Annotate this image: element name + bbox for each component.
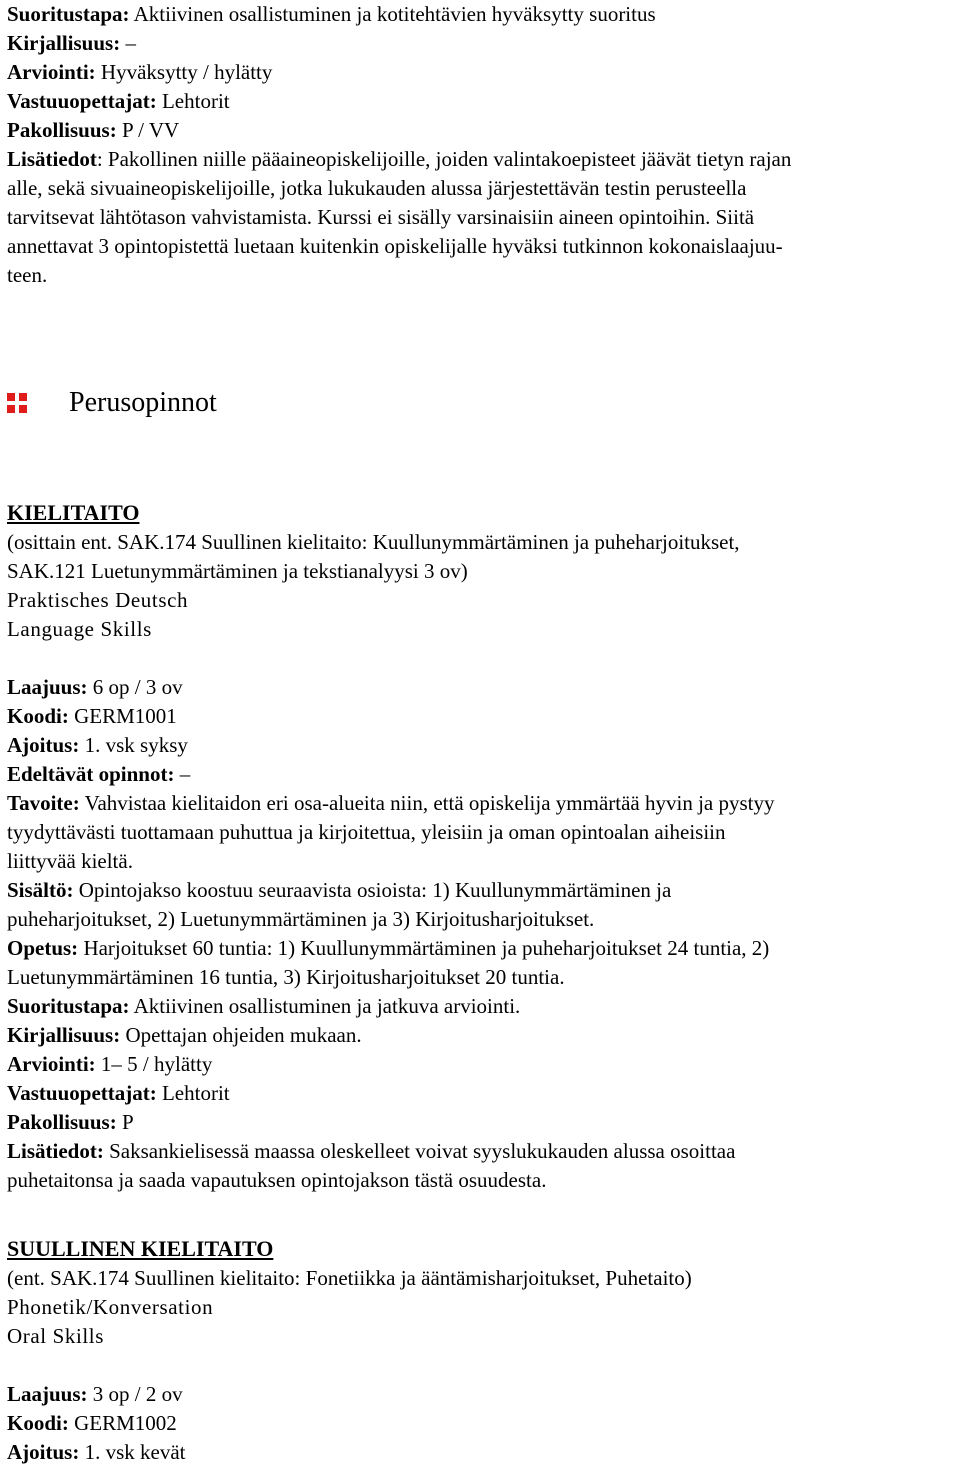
german-name: Praktisches Deutsch [7, 588, 189, 612]
pakollisuus-line [7, 116, 957, 145]
field-label: Lisätiedot: [7, 1139, 104, 1163]
field-label: Laajuus: [7, 1382, 88, 1406]
field-value: GERM1001 [68, 704, 177, 728]
field-value: GERM1002 [68, 1411, 177, 1435]
field-label: Arviointi: [7, 1052, 96, 1076]
field-label: Laajuus: [7, 675, 88, 699]
opetus-line: Luetunymmärtäminen 16 tuntia, 3) Kirjoitusharjoitukset 20 tuntia. [7, 965, 565, 989]
spacer [7, 644, 957, 673]
field-value: Saksankielisessä maassa oleskelleet voivat syyslukukauden alussa osoittaa [103, 1139, 736, 1163]
field-label: Koodi: [7, 704, 69, 728]
field-value: – [174, 762, 191, 786]
field-value: 3 op / 2 ov [87, 1382, 183, 1406]
koodi-line [7, 702, 957, 731]
ajoitus-line [7, 731, 957, 760]
field-value: Harjoitukset 60 tuntia: 1) Kuullunymmärtäminen ja puheharjoitukset 24 tuntia, 2) [78, 936, 770, 960]
kirjallisuus-line [7, 29, 957, 58]
field-value: : Pakollinen niille pääaineopiskelijoille, joiden valintakoepisteet jäävät tietyn rajan [96, 147, 792, 171]
field-label: Pakollisuus: [7, 118, 117, 142]
arviointi-line [7, 1050, 957, 1079]
lisatiedot-line: alle, sekä sivuaineopiskelijoille, jotka lukukauden alussa järjestettävän testin perusteella [7, 176, 747, 200]
tavoite-line: liittyvää kieltä. [7, 849, 133, 873]
field-label: Kirjallisuus: [7, 31, 121, 55]
ajoitus-line [7, 1438, 957, 1467]
opetus-line [7, 934, 957, 963]
lisatiedot-line: annettavat 3 opintopistettä luetaan kuitenkin opiskelijalle hyväksi tutkinnon kokonaislaajuu- [7, 234, 783, 258]
vastuuopettajat-line [7, 1079, 957, 1108]
pakollisuus-line [7, 1108, 957, 1137]
field-label: Kirjallisuus: [7, 1023, 121, 1047]
field-label: Suoritustapa: [7, 994, 130, 1018]
field-value: 1– 5 / hylätty [95, 1052, 213, 1076]
course-kielitaito [7, 498, 957, 1195]
field-label: Ajoitus: [7, 733, 80, 757]
field-value: Hyväksytty / hylätty [95, 60, 273, 84]
field-label: Edeltävät opinnot: [7, 762, 175, 786]
field-value: Aktiivinen osallistuminen ja kotitehtävien hyväksytty suoritus [129, 2, 656, 26]
course-title: SUULLINEN KIELITAITO [7, 1236, 274, 1261]
german-name: Phonetik/Konversation [7, 1295, 214, 1319]
spacer [7, 1351, 957, 1380]
field-value: 1. vsk syksy [79, 733, 188, 757]
sisalto-line: puheharjoitukset, 2) Luetunymmärtäminen ja 3) Kirjoitusharjoitukset. [7, 907, 595, 931]
previous-course-details [7, 0, 957, 290]
course-title: KIELITAITO [7, 500, 140, 525]
suoritustapa-line [7, 992, 957, 1021]
field-label: Suoritustapa: [7, 2, 130, 26]
field-value: Lehtorit [156, 89, 230, 113]
lisatiedot-line: teen. [7, 263, 48, 287]
koodi-line [7, 1409, 957, 1438]
field-value: P / VV [116, 118, 180, 142]
field-label: Opetus: [7, 936, 79, 960]
lisatiedot-line [7, 1137, 957, 1166]
former-course-line: (osittain ent. SAK.174 Suullinen kielitaito: Kuullunymmärtäminen ja puheharjoitukset, [7, 530, 740, 554]
section-heading [7, 386, 217, 420]
english-name: Oral Skills [7, 1324, 105, 1348]
course-suullinen-kielitaito [7, 1234, 957, 1467]
field-value: – [120, 31, 136, 55]
field-value: Lehtorit [156, 1081, 230, 1105]
arviointi-line [7, 58, 957, 87]
field-value: 1. vsk kevät [79, 1440, 186, 1464]
laajuus-line [7, 1380, 957, 1409]
tavoite-line: tyydyttävästi tuottamaan puhuttua ja kirjoitettua, yleisiin ja oman opintoalan aiheisiin [7, 820, 726, 844]
field-label: Arviointi: [7, 60, 96, 84]
field-label: Koodi: [7, 1411, 69, 1435]
section-title: Perusopinnot [69, 387, 217, 418]
field-value: Aktiivinen osallistuminen ja jatkuva arviointi. [129, 994, 521, 1018]
tavoite-line [7, 789, 957, 818]
laajuus-line [7, 673, 957, 702]
lisatiedot-line [7, 145, 957, 174]
field-label: Tavoite: [7, 791, 80, 815]
field-value: Opettajan ohjeiden mukaan. [120, 1023, 362, 1047]
lisatiedot-line: tarvitsevat lähtötason vahvistamista. Kurssi ei sisälly varsinaisiin aineen opintoihin. Siitä [7, 205, 755, 229]
suoritustapa-line [7, 0, 957, 29]
edeltavat-line [7, 760, 957, 789]
former-course-line: SAK.121 Luetunymmärtäminen ja tekstianalyysi 3 ov) [7, 559, 468, 583]
field-label: Pakollisuus: [7, 1110, 117, 1134]
kirjallisuus-line [7, 1021, 957, 1050]
field-label: Lisätiedot [7, 147, 97, 171]
sisalto-line [7, 876, 957, 905]
vastuuopettajat-line [7, 87, 957, 116]
field-value: P [116, 1110, 134, 1134]
field-label: Vastuuopettajat: [7, 1081, 157, 1105]
english-name: Language Skills [7, 617, 152, 641]
lisatiedot-line: puhetaitonsa ja saada vapautuksen opintojakson tästä osuudesta. [7, 1168, 547, 1192]
field-value: Vahvistaa kielitaidon eri osa-alueita niin, että opiskelija ymmärtää hyvin ja pystyy [79, 791, 775, 815]
former-course-line: (ent. SAK.174 Suullinen kielitaito: Fonetiikka ja ääntämisharjoitukset, Puhetaito) [7, 1266, 692, 1290]
field-label: Ajoitus: [7, 1440, 80, 1464]
field-label: Sisältö: [7, 878, 74, 902]
field-value: Opintojakso koostuu seuraavista osioista: 1) Kuullunymmärtäminen ja [73, 878, 672, 902]
red-dots-icon [7, 393, 27, 413]
field-label: Vastuuopettajat: [7, 89, 157, 113]
field-value: 6 op / 3 ov [87, 675, 183, 699]
